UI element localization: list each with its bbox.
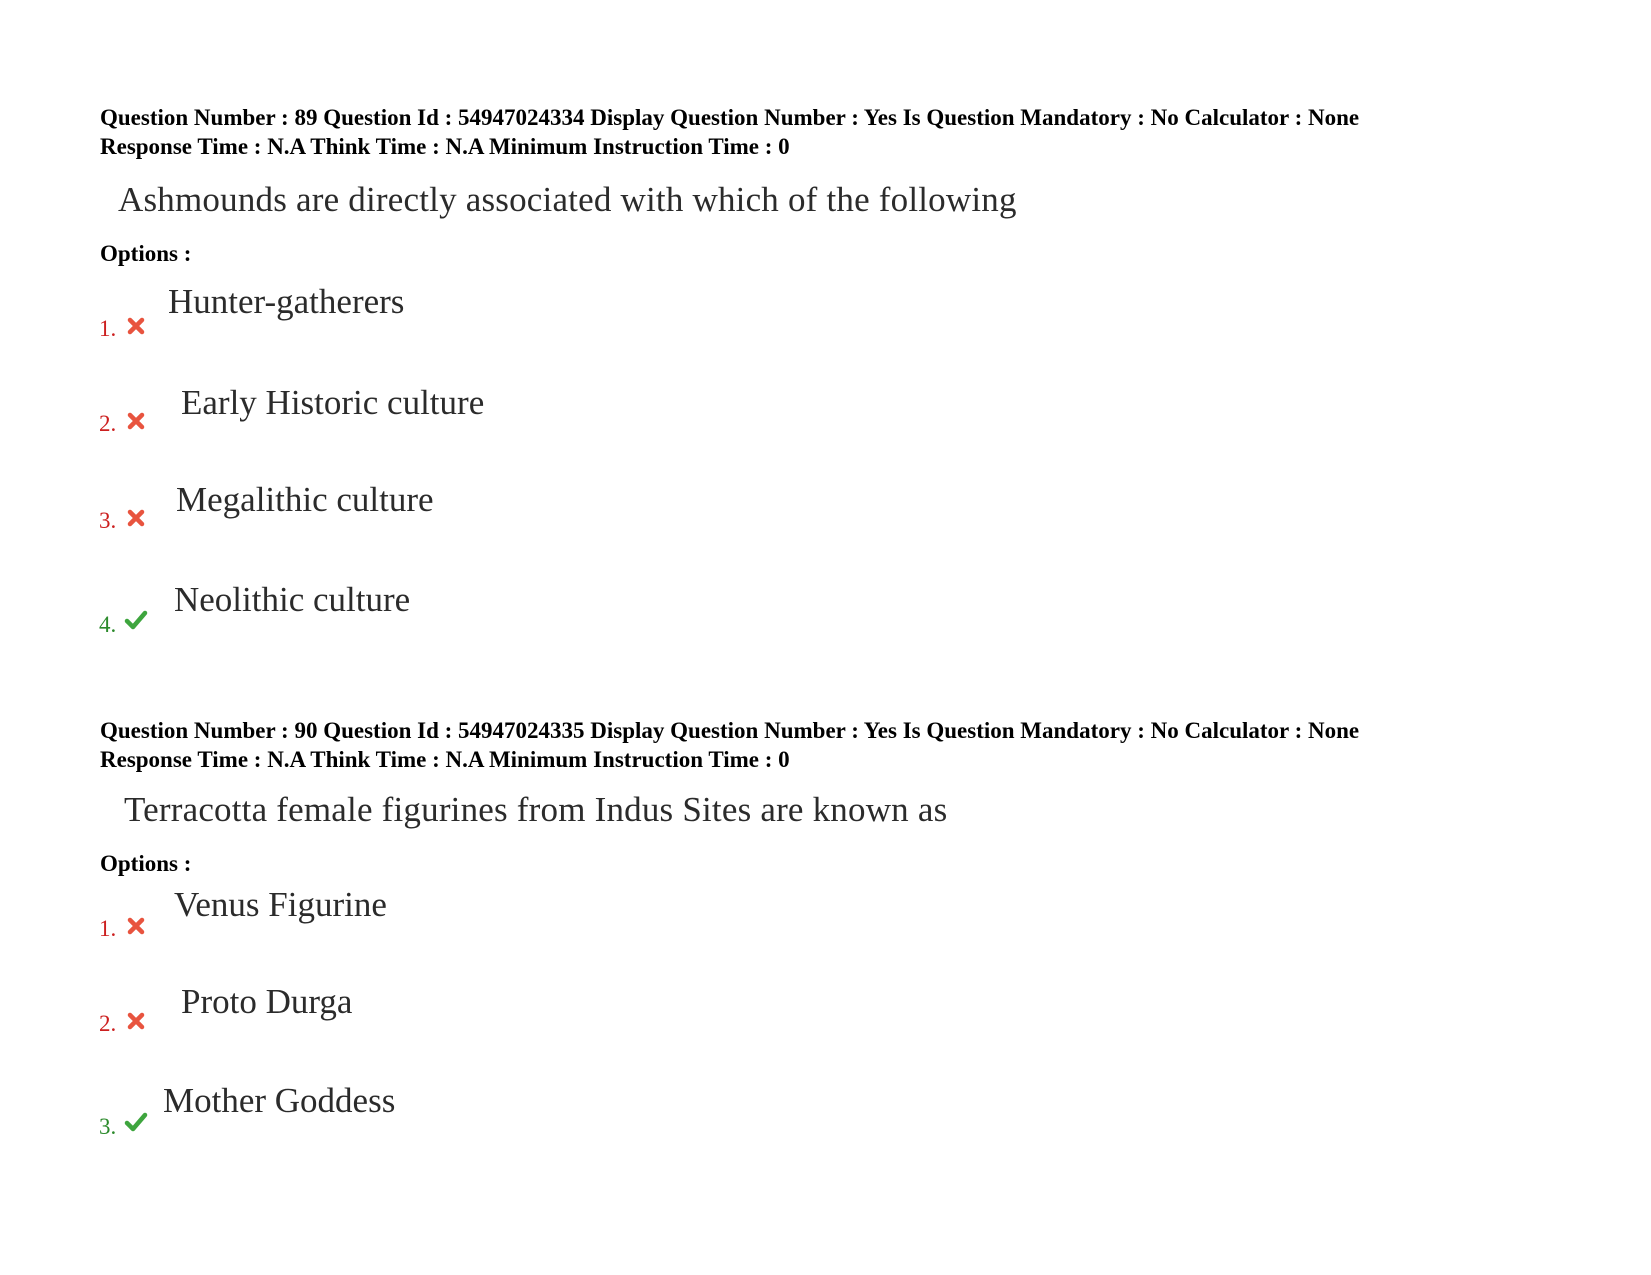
question-text: Ashmounds are directly associated with which of the following xyxy=(118,180,1017,219)
question-meta-line-1: Question Number : 89 Question Id : 54947024334 Display Question Number : Yes Is Question Mandatory : No Calculator : None xyxy=(100,105,1360,130)
option-number: 2. xyxy=(99,1011,117,1036)
question-meta-line-2: Response Time : N.A Think Time : N.A Minimum Instruction Time : 0 xyxy=(100,747,790,772)
cross-icon xyxy=(126,508,146,528)
option-number: 3. xyxy=(99,1114,117,1139)
option-text: Proto Durga xyxy=(181,982,353,1021)
option-number: 1. xyxy=(99,916,117,941)
question-meta xyxy=(100,716,1359,774)
option-number: 4. xyxy=(99,612,117,637)
check-icon xyxy=(124,1111,148,1133)
question-text: Terracotta female figurines from Indus Sites are known as xyxy=(124,790,948,829)
cross-icon xyxy=(126,916,146,936)
option-number: 1. xyxy=(99,316,117,341)
options-label: Options : xyxy=(100,241,192,266)
question-meta-line-1: Question Number : 90 Question Id : 54947024335 Display Question Number : Yes Is Question Mandatory : No Calculator : None xyxy=(100,718,1360,743)
cross-icon xyxy=(126,411,146,431)
question-meta-line-2: Response Time : N.A Think Time : N.A Minimum Instruction Time : 0 xyxy=(100,134,790,159)
option-number: 2. xyxy=(99,411,117,436)
option-text: Venus Figurine xyxy=(174,885,387,924)
option-text: Hunter-gatherers xyxy=(168,282,405,321)
option-text: Mother Goddess xyxy=(163,1081,396,1120)
option-text: Megalithic culture xyxy=(176,480,434,519)
option-number: 3. xyxy=(99,508,117,533)
question-meta xyxy=(100,103,1359,161)
option-text: Early Historic culture xyxy=(181,383,485,422)
cross-icon xyxy=(126,1011,146,1031)
check-icon xyxy=(124,609,148,631)
options-label: Options : xyxy=(100,851,192,876)
cross-icon xyxy=(126,316,146,336)
option-text: Neolithic culture xyxy=(174,580,411,619)
